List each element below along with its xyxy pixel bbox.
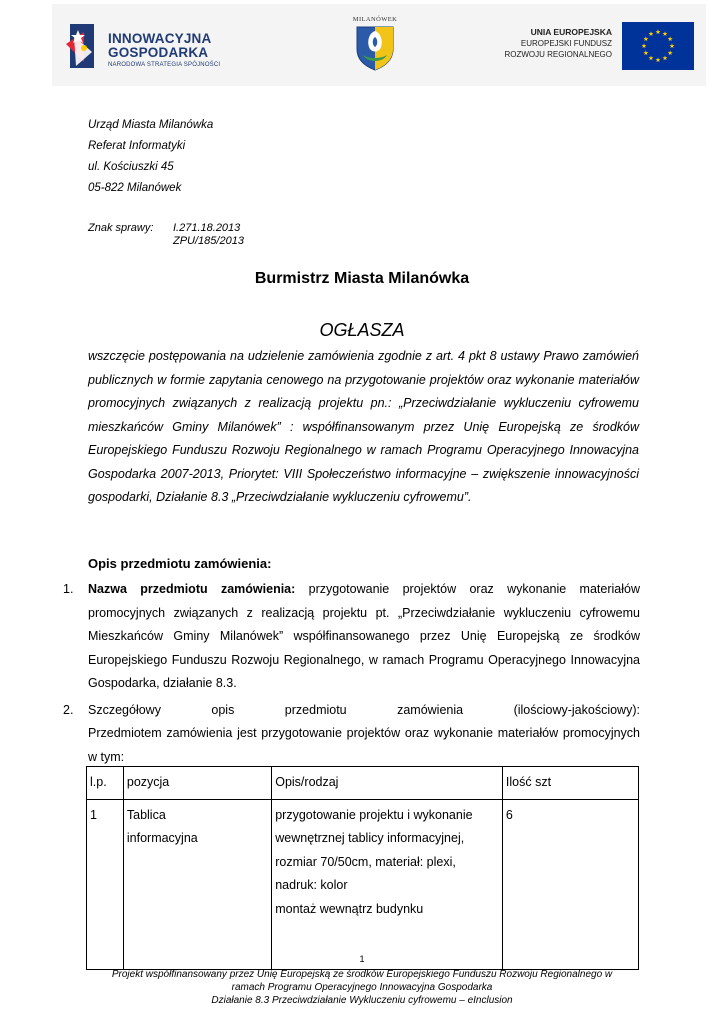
cell-line: Tablica — [126, 807, 166, 822]
cell-line: rozmiar 70/50cm, materiał: plexi, — [275, 854, 456, 869]
ue-fund-line2: ROZWOJU REGIONALNEGO — [504, 50, 612, 59]
document-title: Burmistrz Miasta Milanówka — [254, 270, 470, 287]
list-item-number: 1. — [63, 582, 74, 596]
footer — [0, 968, 724, 1007]
list-item-number: 2. — [63, 702, 74, 717]
address-line4: 05-822 Milanówek — [88, 182, 182, 194]
table-header-cell: l.p. — [87, 767, 124, 800]
milanowek-logo — [347, 16, 403, 76]
word: zamówienia — [397, 702, 464, 717]
announcement-heading: OGŁASZA — [319, 320, 405, 340]
table-cell-pozycja — [123, 799, 271, 969]
ue-title: UNIA EUROPEJSKA — [530, 27, 612, 37]
sender-address — [88, 115, 213, 199]
address-line2: Referat Informatyki — [88, 140, 186, 152]
eu-flag-icon — [622, 22, 694, 70]
footer-line3: Działanie 8.3 Przeciwdziałanie Wykluczeniu cyfrowemu – eInclusion — [211, 995, 513, 1006]
footer-line1: Projekt współfinansowany przez Unię Europejską ze środków Europejskiego Funduszu Rozwoju Regionalnego w — [111, 969, 613, 980]
case-reference-value1: I.271.18.2013 — [173, 222, 241, 234]
milanowek-name: MILANÓWEK — [352, 16, 398, 23]
word: przedmiotu — [284, 702, 347, 717]
case-reference-value2: ZPU/185/2013 — [173, 235, 244, 247]
ig-subtitle: NARODOWA STRATEGIA SPÓJNOŚCI — [108, 62, 221, 68]
case-reference — [88, 222, 244, 248]
list-item-bold-label: Nazwa przedmiotu zamówienia: — [88, 582, 296, 596]
list-item-text: Przedmiotem zamówienia jest przygotowanie projektów oraz wykonanie materiałów promocyjnych w tym: — [88, 726, 640, 764]
ig-name-line1: INNOWACYJNA — [108, 31, 212, 46]
table-header-cell: pozycja — [123, 767, 271, 800]
requirements-list — [60, 578, 640, 769]
page-number: 1 — [359, 954, 365, 964]
word: Szczegółowy — [88, 702, 161, 717]
intro-paragraph: wszczęcie postępowania na udzielenie zamówienia zgodnie z art. 4 pkt 8 ustawy Prawo zamówień publicznych w formie zapytania cenowego na przygotowanie projektów oraz wykonanie materiałów promocyjnych związanych z realizacją projektu pn.: „Przeciwdziałanie wykluczeniu cyfrowemu mieszkańców Gminy Milanówek” : współfinansowanym przez Unię Europejską ze środków Europejskiego Funduszu Rozwoju Regionalnego w ramach Programu Operacyjnego Innowacyjna Gospodarka 2007-2013, Priorytet: VIII Społeczeństwo informacyjne – zwiększenie innowacyjności gospodarki, Działanie 8.3 „Przeciwdziałanie wykluczeniu cyfrowemu”. — [88, 349, 639, 504]
word: opis — [211, 702, 235, 717]
section-heading: Opis przedmiotu zamówienia: — [88, 556, 272, 571]
list-item — [60, 578, 640, 696]
table-cell-lp: 1 — [87, 799, 124, 969]
table-cell-ilosc: 6 — [502, 799, 638, 969]
table-header-row — [87, 767, 639, 800]
cell-line: przygotowanie projektu i wykonanie — [275, 807, 473, 822]
innowacyjna-gospodarka-logo — [64, 22, 234, 72]
items-table — [86, 766, 639, 970]
footer-line2: ramach Programu Operacyjnego Innowacyjna Gospodarka — [231, 982, 493, 993]
list-item — [60, 699, 640, 770]
table-row — [87, 799, 639, 969]
case-reference-label: Znak sprawy: — [88, 222, 154, 234]
table-cell-opis — [272, 799, 503, 969]
table-header-cell: Opis/rodzaj — [272, 767, 503, 800]
cell-line: informacyjna — [126, 831, 198, 845]
word: (ilościowy-jakościowy): — [513, 702, 640, 717]
cell-line: wewnętrznej tablicy informacyjnej, — [275, 831, 465, 845]
ig-name-line2: GOSPODARKA — [108, 45, 209, 60]
milanowek-crest-icon — [355, 25, 395, 71]
cell-line: nadruk: kolor — [275, 878, 348, 892]
eu-logo — [470, 22, 694, 70]
address-line1: Urząd Miasta Milanówka — [88, 119, 214, 131]
ue-fund-line1: EUROPEJSKI FUNDUSZ — [520, 39, 612, 48]
list-item-heading-row — [88, 699, 640, 723]
table-header-cell: Ilość szt — [502, 767, 638, 800]
cell-line: montaż wewnątrz budynku — [275, 901, 424, 916]
ig-mark-icon — [64, 22, 100, 72]
list-item-text: przygotowanie projektów oraz wykonanie materiałów promocyjnych związanych z realizacją projektu pt. „Przeciwdziałanie wykluczeniu cyfrowemu Mieszkańców Gminy Milanówek” współfinansowanego przez Unię Europejską ze środków Europejskiego Funduszu Rozwoju Regionalnego, w ramach Programu Operacyjnego Innowacyjna Gospodarka, działanie 8.3. — [88, 582, 640, 690]
address-line3: ul. Kościuszki 45 — [88, 161, 174, 173]
